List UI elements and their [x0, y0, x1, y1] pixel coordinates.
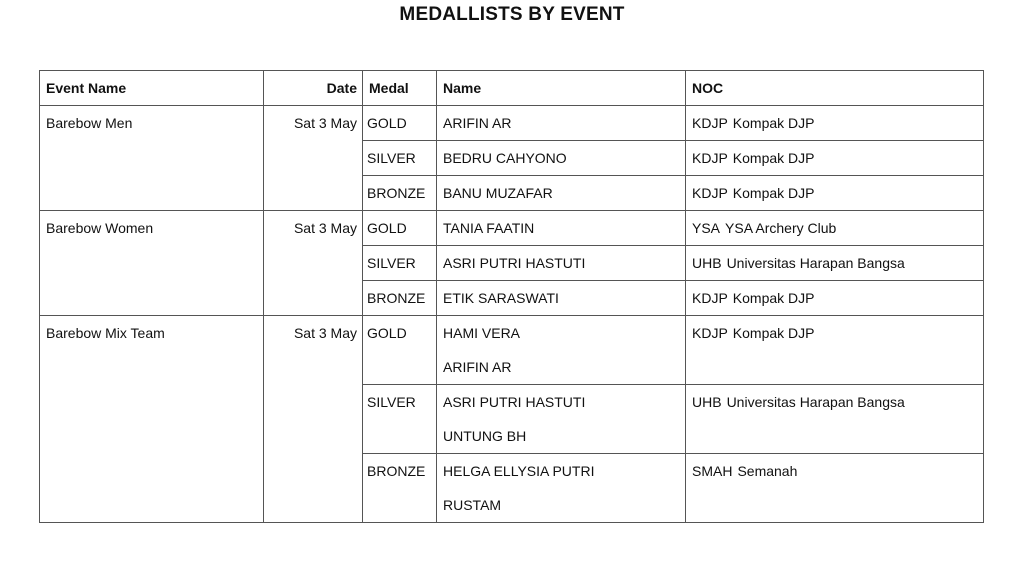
medal-cell: GOLD: [363, 106, 437, 141]
header-date: Date: [264, 71, 363, 106]
medal-cell: SILVER: [363, 141, 437, 176]
event-date-cell: Sat 3 May: [264, 106, 363, 211]
noc-cell: [686, 385, 984, 454]
noc-cell: [686, 316, 984, 385]
athlete-names-cell: [437, 176, 686, 211]
noc-code: YSA: [692, 220, 721, 236]
athlete-name: ARIFIN AR: [443, 359, 512, 375]
athlete-names-cell: [437, 141, 686, 176]
noc-cell: [686, 454, 984, 523]
table-row: [40, 316, 984, 385]
noc-code: UHB: [692, 255, 722, 271]
athlete-names-cell: [437, 454, 686, 523]
event-name-cell: Barebow Women: [40, 211, 264, 316]
medal-cell: GOLD: [363, 316, 437, 385]
medal-cell: BRONZE: [363, 176, 437, 211]
noc-name: Kompak DJP: [732, 290, 815, 306]
noc-code: SMAH: [692, 463, 733, 479]
event-date-cell: Sat 3 May: [264, 316, 363, 523]
noc-cell: [686, 106, 984, 141]
athlete-names-cell: [437, 106, 686, 141]
noc-code: KDJP: [692, 115, 728, 131]
athlete-name: ARIFIN AR: [443, 115, 512, 131]
medal-cell: BRONZE: [363, 454, 437, 523]
athlete-name: BANU MUZAFAR: [443, 185, 553, 201]
page-title: MEDALLISTS BY EVENT: [399, 4, 625, 25]
athlete-names-cell: [437, 246, 686, 281]
event-name-cell: Barebow Men: [40, 106, 264, 211]
noc-name: Kompak DJP: [732, 115, 815, 131]
noc-name: Kompak DJP: [732, 150, 815, 166]
noc-cell: [686, 141, 984, 176]
athlete-name: ASRI PUTRI HASTUTI: [443, 255, 586, 271]
medal-cell: SILVER: [363, 246, 437, 281]
noc-name: Semanah: [737, 463, 798, 479]
noc-cell: [686, 176, 984, 211]
athlete-name: ASRI PUTRI HASTUTI: [443, 394, 586, 410]
athlete-names-cell: [437, 385, 686, 454]
noc-name: Universitas Harapan Bangsa: [726, 394, 905, 410]
noc-name: YSA Archery Club: [725, 220, 837, 236]
athlete-names-cell: [437, 281, 686, 316]
header-event-name: Event Name: [40, 71, 264, 106]
header-row: [40, 71, 984, 106]
event-date-cell: Sat 3 May: [264, 211, 363, 316]
table-body: [40, 106, 984, 523]
noc-cell: [686, 246, 984, 281]
athlete-name: ETIK SARASWATI: [443, 290, 559, 306]
medal-cell: SILVER: [363, 385, 437, 454]
table-row: [40, 211, 984, 246]
noc-name: Kompak DJP: [732, 185, 815, 201]
noc-cell: [686, 211, 984, 246]
noc-name: Universitas Harapan Bangsa: [726, 255, 905, 271]
event-name-cell: Barebow Mix Team: [40, 316, 264, 523]
noc-code: KDJP: [692, 290, 728, 306]
athlete-names-cell: [437, 316, 686, 385]
header-medal: Medal: [363, 71, 437, 106]
athlete-name: BEDRU CAHYONO: [443, 150, 567, 166]
header-noc: NOC: [686, 71, 984, 106]
header-name: Name: [437, 71, 686, 106]
medal-cell: BRONZE: [363, 281, 437, 316]
table-row: [40, 106, 984, 141]
noc-cell: [686, 281, 984, 316]
medal-cell: GOLD: [363, 211, 437, 246]
noc-code: KDJP: [692, 185, 728, 201]
athlete-name: TANIA FAATIN: [443, 220, 535, 236]
noc-name: Kompak DJP: [732, 325, 815, 341]
noc-code: UHB: [692, 394, 722, 410]
noc-code: KDJP: [692, 325, 728, 341]
athlete-name: HELGA ELLYSIA PUTRI: [443, 463, 595, 479]
athlete-names-cell: [437, 211, 686, 246]
athlete-name: HAMI VERA: [443, 325, 521, 341]
noc-code: KDJP: [692, 150, 728, 166]
athlete-name: UNTUNG BH: [443, 428, 527, 444]
medallists-table: [39, 70, 984, 523]
athlete-name: RUSTAM: [443, 497, 502, 513]
